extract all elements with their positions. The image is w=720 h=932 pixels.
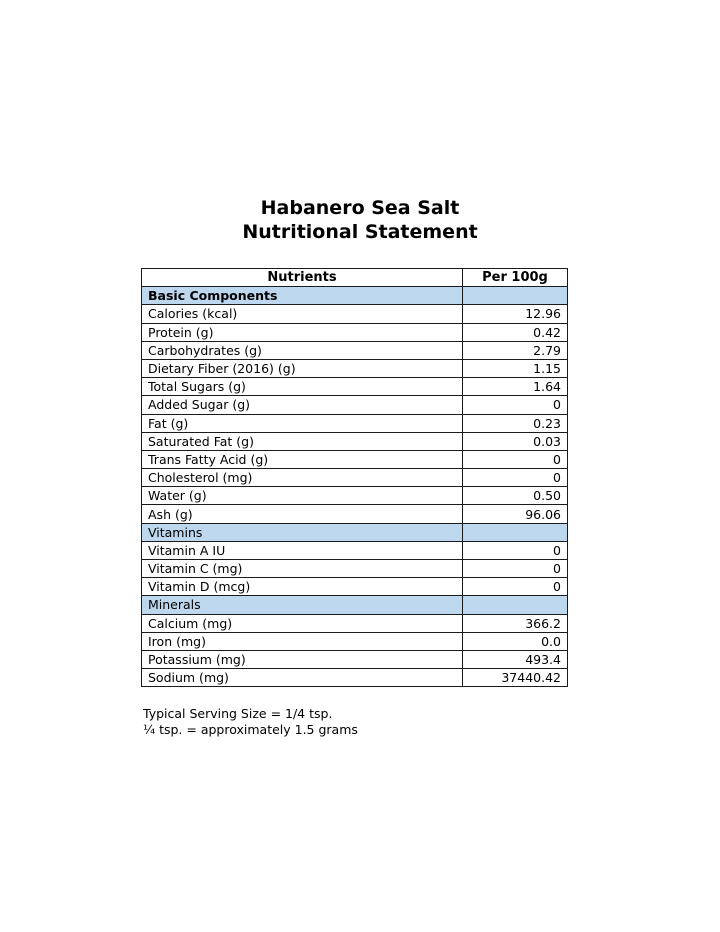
- title-statement: Nutritional Statement: [242, 221, 478, 243]
- nutrient-name: Added Sugar (g): [142, 396, 463, 414]
- nutrient-value: 0.50: [463, 487, 568, 505]
- nutrient-name: Sodium (mg): [142, 669, 463, 687]
- nutrient-value: 0.0: [463, 632, 568, 650]
- section-empty-cell: [463, 596, 568, 614]
- table-row: [142, 305, 568, 323]
- table-row: [142, 341, 568, 359]
- nutrient-value: 0: [463, 396, 568, 414]
- serving-conversion-note: ¼ tsp. = approximately 1.5 grams: [143, 722, 358, 737]
- table-header-row: [142, 269, 568, 287]
- nutrient-name: Vitamin A IU: [142, 541, 463, 559]
- table-row: [142, 469, 568, 487]
- nutrient-name: Trans Fatty Acid (g): [142, 450, 463, 468]
- header-per-100g: Per 100g: [463, 269, 568, 287]
- nutrient-name: Iron (mg): [142, 632, 463, 650]
- nutrition-table: [141, 268, 568, 687]
- table-row: [142, 578, 568, 596]
- table-row: [142, 541, 568, 559]
- table-row: [142, 414, 568, 432]
- table-row: [142, 432, 568, 450]
- serving-size-note: Typical Serving Size = 1/4 tsp.: [143, 706, 333, 721]
- nutrient-name: Saturated Fat (g): [142, 432, 463, 450]
- nutrient-value: 0.03: [463, 432, 568, 450]
- nutrient-value: 0.42: [463, 323, 568, 341]
- nutrient-value: 0: [463, 560, 568, 578]
- table-row: [142, 323, 568, 341]
- section-label: Basic Components: [142, 287, 463, 305]
- section-row-vitamins: [142, 523, 568, 541]
- nutrient-value: 0: [463, 469, 568, 487]
- nutrient-name: Vitamin D (mcg): [142, 578, 463, 596]
- table-row: [142, 614, 568, 632]
- nutrient-value: 1.15: [463, 359, 568, 377]
- nutrient-value: 493.4: [463, 650, 568, 668]
- table-row: [142, 378, 568, 396]
- nutrient-value: 12.96: [463, 305, 568, 323]
- nutrient-value: 2.79: [463, 341, 568, 359]
- serving-notes: [143, 706, 358, 738]
- nutrient-value: 0.23: [463, 414, 568, 432]
- nutrient-name: Potassium (mg): [142, 650, 463, 668]
- nutrient-value: 0: [463, 541, 568, 559]
- table-row: [142, 669, 568, 687]
- table-row: [142, 450, 568, 468]
- header-nutrients: Nutrients: [142, 269, 463, 287]
- nutrient-value: 37440.42: [463, 669, 568, 687]
- nutrient-value: 0: [463, 450, 568, 468]
- nutrient-name: Vitamin C (mg): [142, 560, 463, 578]
- table-row: [142, 505, 568, 523]
- nutrient-name: Carbohydrates (g): [142, 341, 463, 359]
- title-product-name: Habanero Sea Salt: [260, 197, 460, 219]
- table-row: [142, 650, 568, 668]
- nutrient-name: Total Sugars (g): [142, 378, 463, 396]
- nutrient-name: Ash (g): [142, 505, 463, 523]
- nutrient-name: Protein (g): [142, 323, 463, 341]
- nutrient-name: Water (g): [142, 487, 463, 505]
- table-row: [142, 359, 568, 377]
- table-row: [142, 396, 568, 414]
- section-empty-cell: [463, 287, 568, 305]
- nutrient-name: Cholesterol (mg): [142, 469, 463, 487]
- table-row: [142, 487, 568, 505]
- section-empty-cell: [463, 523, 568, 541]
- document-title: [0, 196, 720, 244]
- section-row-minerals: [142, 596, 568, 614]
- table-row: [142, 632, 568, 650]
- nutrient-name: Calcium (mg): [142, 614, 463, 632]
- section-label: Minerals: [142, 596, 463, 614]
- section-label: Vitamins: [142, 523, 463, 541]
- nutrient-value: 366.2: [463, 614, 568, 632]
- nutrient-value: 96.06: [463, 505, 568, 523]
- nutrient-value: 0: [463, 578, 568, 596]
- nutrient-name: Calories (kcal): [142, 305, 463, 323]
- section-row-basic-components: [142, 287, 568, 305]
- nutrient-value: 1.64: [463, 378, 568, 396]
- nutrient-name: Fat (g): [142, 414, 463, 432]
- nutrient-name: Dietary Fiber (2016) (g): [142, 359, 463, 377]
- table-row: [142, 560, 568, 578]
